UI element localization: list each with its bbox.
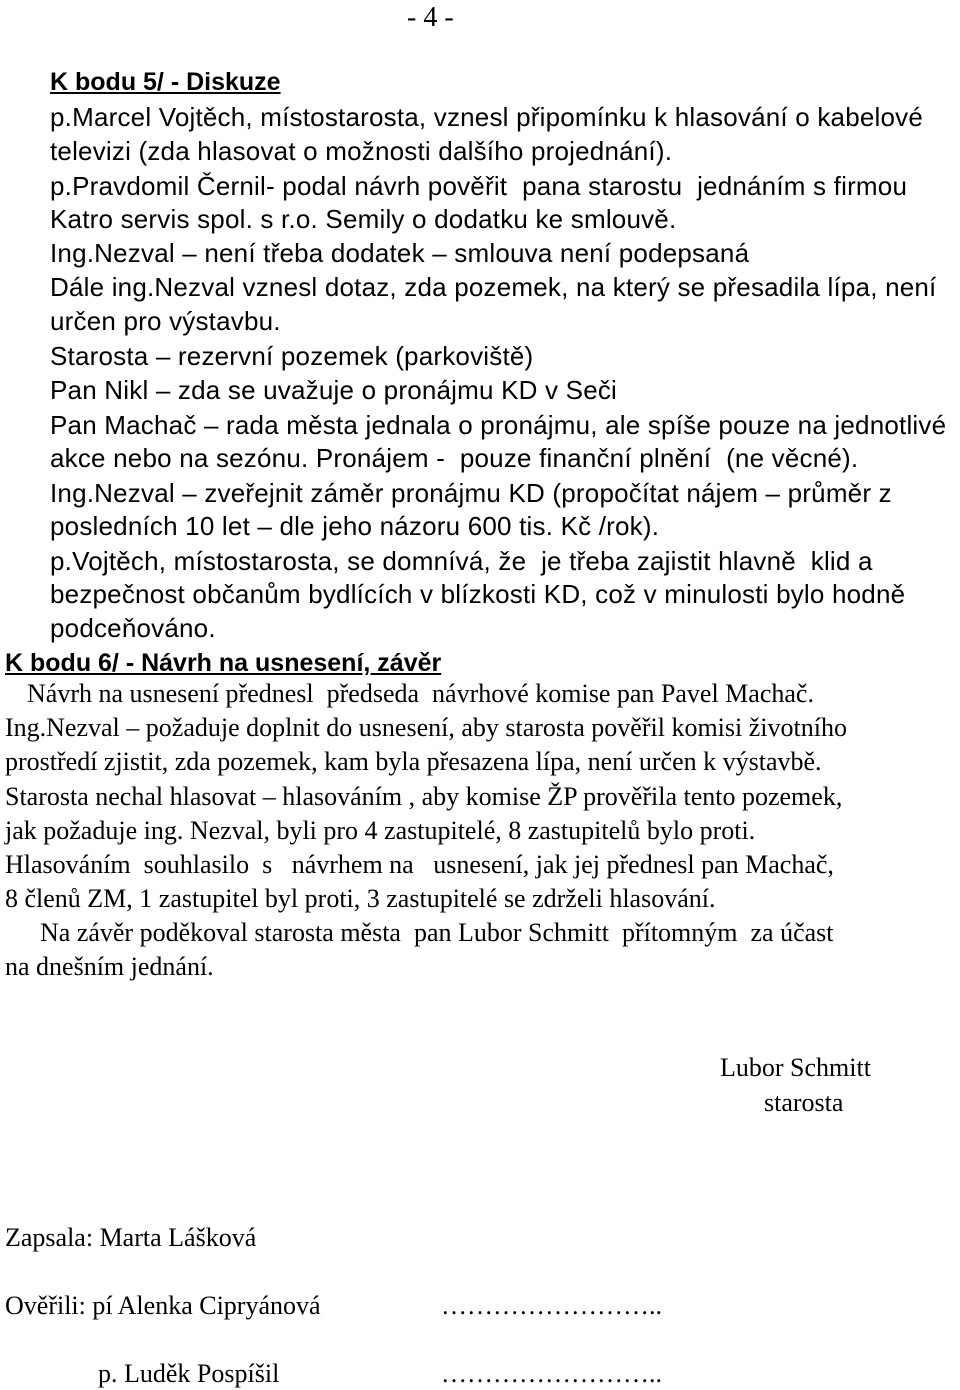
signature-name: Lubor Schmitt bbox=[720, 1053, 871, 1082]
section-5-heading: K bodu 5/ - Diskuze bbox=[50, 68, 281, 96]
second-verifier: p. Luděk Pospíšil bbox=[98, 1359, 280, 1388]
section-6-line: na dnešním jednání. bbox=[5, 952, 214, 981]
page-number: - 4 - bbox=[407, 2, 454, 33]
section-5-line: Pan Machač – rada města jednala o pronájmu, ale spíše pouze na jednotlivé bbox=[50, 410, 947, 440]
section-5-line: bezpečnost občanům bydlících v blízkosti KD, což v minulosti bylo hodně bbox=[50, 579, 906, 609]
section-5-line: podceňováno. bbox=[50, 613, 216, 643]
section-6-line: prostředí zjistit, zda pozemek, kam byla přesazena lípa, není určen k výstavbě. bbox=[5, 747, 822, 776]
section-6-line: jak požaduje ing. Nezval, byli pro 4 zastupitelé, 8 zastupitelů bylo proti. bbox=[5, 816, 756, 845]
section-5-line: Ing.Nezval – zveřejnit záměr pronájmu KD (propočítat nájem – průměr z bbox=[50, 478, 892, 508]
section-6-line: Starosta nechal hlasovat – hlasováním , aby komise ŽP prověřila tento pozemek, bbox=[5, 782, 843, 811]
verifier-signature-line: …………………….. bbox=[441, 1291, 662, 1320]
section-6-line: 8 členů ZM, 1 zastupitel byl proti, 3 zastupitelé se zdrželi hlasování. bbox=[5, 884, 716, 913]
section-5-line: akce nebo na sezónu. Pronájem - pouze finanční plnění (ne věcné). bbox=[50, 443, 859, 473]
section-6-line: Hlasováním souhlasilo s návrhem na usnesení, jak jej přednesl pan Machač, bbox=[5, 850, 834, 879]
second-verifier-signature-line: …………………….. bbox=[441, 1359, 662, 1388]
signature-role: starosta bbox=[764, 1088, 844, 1117]
section-5-line: p.Pravdomil Černil- podal návrh pověřit pana starostu jednáním s firmou bbox=[50, 171, 908, 201]
section-6-line: Ing.Nezval – požaduje doplnit do usnesení, aby starosta pověřil komisi životního bbox=[5, 713, 847, 742]
section-5-line: posledních 10 let – dle jeho názoru 600 tis. Kč /rok). bbox=[50, 511, 660, 541]
section-6-line: Návrh na usnesení přednesl předseda návrhové komise pan Pavel Machač. bbox=[27, 679, 814, 708]
section-5-line: Ing.Nezval – není třeba dodatek – smlouva není podepsaná bbox=[50, 238, 750, 268]
verified-by: Ověřili: pí Alenka Cipryánová bbox=[5, 1291, 321, 1320]
section-5-line: určen pro výstavbu. bbox=[50, 306, 281, 336]
section-5-line: p.Marcel Vojtěch, místostarosta, vznesl připomínku k hlasování o kabelové bbox=[50, 102, 924, 132]
section-5-line: Katro servis spol. s r.o. Semily o dodatku ke smlouvě. bbox=[50, 204, 677, 234]
section-5-line: p.Vojtěch, místostarosta, se domnívá, že je třeba zajistit hlavně klid a bbox=[50, 546, 873, 576]
section-5-line: Starosta – rezervní pozemek (parkoviště) bbox=[50, 341, 534, 371]
section-6-line: Na závěr poděkoval starosta města pan Lubor Schmitt přítomným za účast bbox=[40, 918, 834, 947]
section-5-line: Pan Nikl – zda se uvažuje o pronájmu KD v Seči bbox=[50, 375, 618, 405]
recorded-by: Zapsala: Marta Lášková bbox=[5, 1223, 257, 1252]
section-5-line: televizi (zda hlasovat o možnosti dalšího projednání). bbox=[50, 136, 673, 166]
section-6-heading: K bodu 6/ - Návrh na usnesení, závěr bbox=[5, 649, 442, 677]
section-5-line: Dále ing.Nezval vznesl dotaz, zda pozemek, na který se přesadila lípa, není bbox=[50, 272, 937, 302]
